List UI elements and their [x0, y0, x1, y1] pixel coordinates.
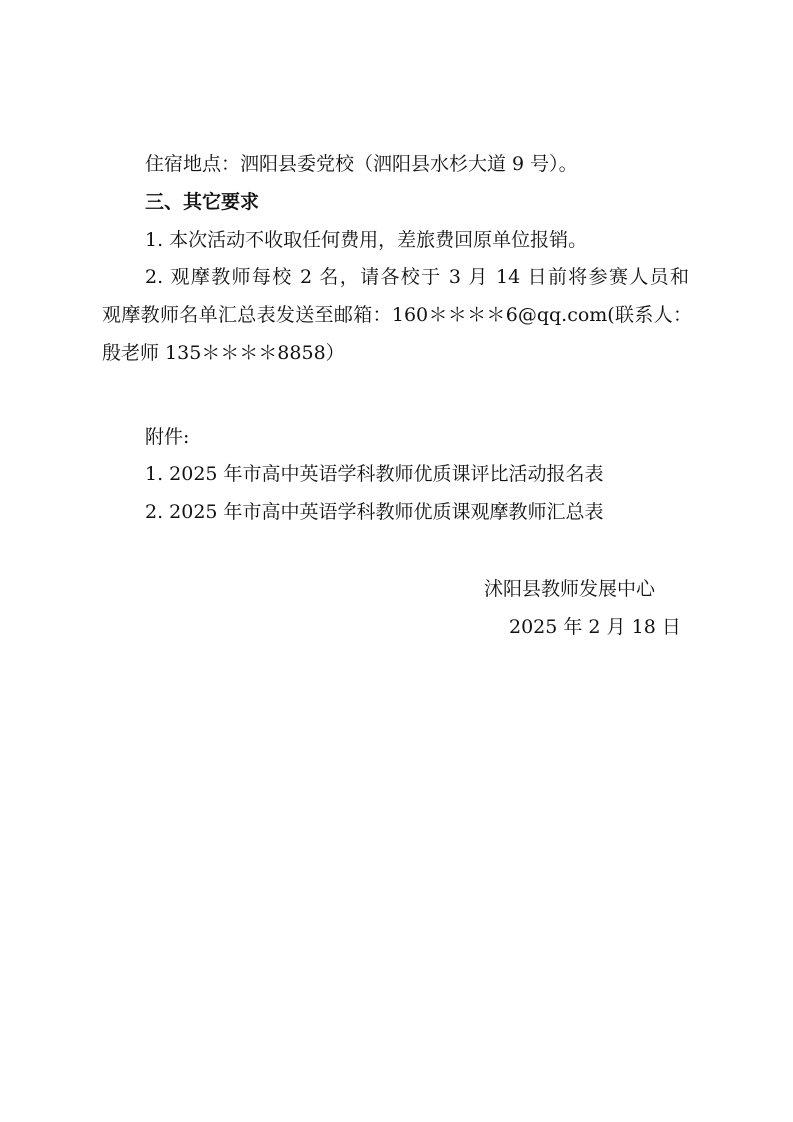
- signature-date: 2025 年 2 月 18 日: [509, 616, 681, 638]
- signature-organization: 沭阳县教师发展中心: [484, 578, 656, 600]
- attachment-item-1: 1. 2025 年市高中英语学科教师优质课评比活动报名表: [145, 463, 604, 485]
- attachments-label: 附件:: [145, 426, 190, 448]
- section-heading: 三、其它要求: [145, 191, 260, 213]
- requirement-item-2-line-3: 殷老师 135＊＊＊＊8858）: [102, 342, 345, 364]
- requirement-item-1: 1. 本次活动不收取任何费用，差旅费回原单位报销。: [145, 229, 588, 251]
- accommodation-line: 住宿地点：泗阳县委党校（泗阳县水杉大道 9 号）。: [145, 153, 578, 175]
- requirement-item-2-line-1: 2. 观摩教师每校 2 名，请各校于 3 月 14 日前将参赛人员和: [145, 266, 689, 288]
- attachment-item-2: 2. 2025 年市高中英语学科教师优质课观摩教师汇总表: [145, 501, 604, 523]
- requirement-item-2-line-2: 观摩教师名单汇总表发送至邮箱：160＊＊＊＊6@qq.com(联系人：: [102, 304, 692, 326]
